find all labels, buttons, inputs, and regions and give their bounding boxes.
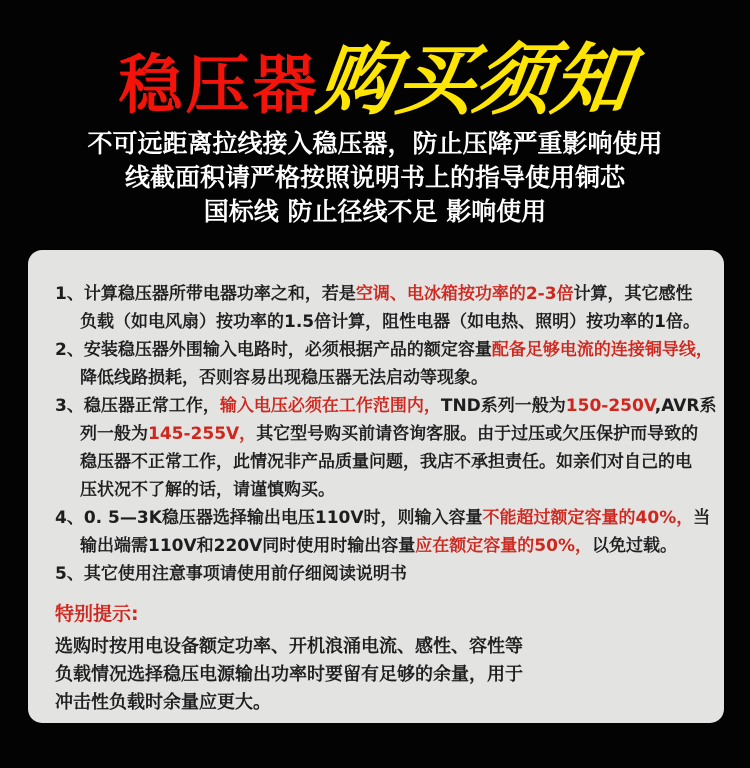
text-segment: 0. 5—3K稳压器选择输出电压110V时，则输入容量 (83, 508, 483, 528)
text-segment: 当 (693, 508, 711, 528)
special-note-title: 特别提示: (55, 603, 139, 625)
text-segment: 配备足够电流的连接铜导线， (491, 340, 713, 360)
special-note-line-2: 负载情况选择稳压电源输出功率时要留有足够的余量，用于 (55, 664, 523, 685)
text-segment: 稳压器不正常工作，此情况非产品质量问题，我店不承担责任。如亲们对自己的电 (80, 452, 692, 472)
list-item-line (55, 560, 716, 588)
notice-panel (28, 250, 724, 723)
special-note-line-3: 冲击性负载时余量应更大。 (55, 692, 271, 713)
item-number: 4、 (55, 508, 84, 528)
list-item (55, 280, 716, 336)
list-item (55, 504, 716, 560)
list-item-line (55, 420, 716, 448)
text-segment: 列一般为 (80, 424, 148, 444)
text-segment: 150-250V (565, 396, 655, 416)
item-number: 5、 (55, 564, 84, 584)
text-segment: 空调、电冰箱按功率的2-3倍 (355, 284, 574, 304)
page-title (0, 18, 750, 130)
list-item-line (55, 448, 716, 476)
list-item-line (55, 532, 716, 560)
intro-warning-text (0, 127, 750, 229)
item-number: 3、 (55, 396, 84, 416)
text-segment: 输出端需110V和220V同时使用时输出容量 (80, 536, 416, 556)
list-item-line (55, 308, 716, 336)
text-segment: ,AVR系 (654, 396, 717, 416)
text-segment: 其它使用注意事项请使用前仔细阅读说明书 (83, 564, 407, 584)
intro-line-3: 国标线 防止径线不足 影响使用 (203, 197, 547, 226)
special-note-paragraph (55, 633, 716, 717)
item-number: 2、 (55, 340, 84, 360)
text-segment: 以免过载。 (592, 536, 677, 556)
list-item-line (55, 476, 716, 504)
list-item-line (55, 336, 716, 364)
text-segment: 应在额定容量的50%， (415, 536, 592, 556)
list-item-line (55, 280, 716, 308)
text-segment: 计算，其它感性 (573, 284, 693, 304)
notice-list (55, 280, 716, 588)
text-segment: 压状况不了解的话，请谨慎购买。 (80, 480, 335, 500)
text-segment: 不能超过额定容量的40%， (482, 508, 694, 528)
intro-line-2: 线截面积请严格按照说明书上的指导使用铜芯 (124, 163, 625, 192)
list-item-line (55, 504, 716, 532)
item-number: 1、 (55, 284, 84, 304)
text-segment: 计算稳压器所带电器功率之和，若是 (83, 284, 356, 304)
list-item-line (55, 392, 716, 420)
text-segment: 降低线路损耗，否则容易出现稳压器无法启动等现象。 (80, 368, 488, 388)
text-segment: 其它型号购买前请咨询客服。由于过压或欠压保护而导致的 (256, 424, 699, 444)
text-segment: 输入电压必须在工作范围内， (219, 396, 441, 416)
intro-line-1: 不可远距离拉线接入稳压器，防止压降严重影响使用 (87, 129, 663, 158)
list-item (55, 560, 716, 588)
list-item-line (55, 364, 716, 392)
text-segment: TND系列一般为 (440, 396, 566, 416)
title-stabilizer-text: 稳压器 (118, 49, 320, 123)
special-note-line-1: 选购时按用电设备额定功率、开机浪涌电流、感性、容性等 (55, 636, 523, 657)
list-item (55, 392, 716, 504)
title-purchase-notice-text: 购买须知 (313, 36, 637, 126)
text-segment: 安装稳压器外围输入电路时，必须根据产品的额定容量 (83, 340, 492, 360)
text-segment: 145-255V， (148, 424, 257, 444)
list-item (55, 336, 716, 392)
text-segment: 负载（如电风扇）按功率的1.5倍计算，阻性电器（如电热、照明）按功率的1倍。 (80, 312, 700, 332)
text-segment: 稳压器正常工作， (83, 396, 220, 416)
